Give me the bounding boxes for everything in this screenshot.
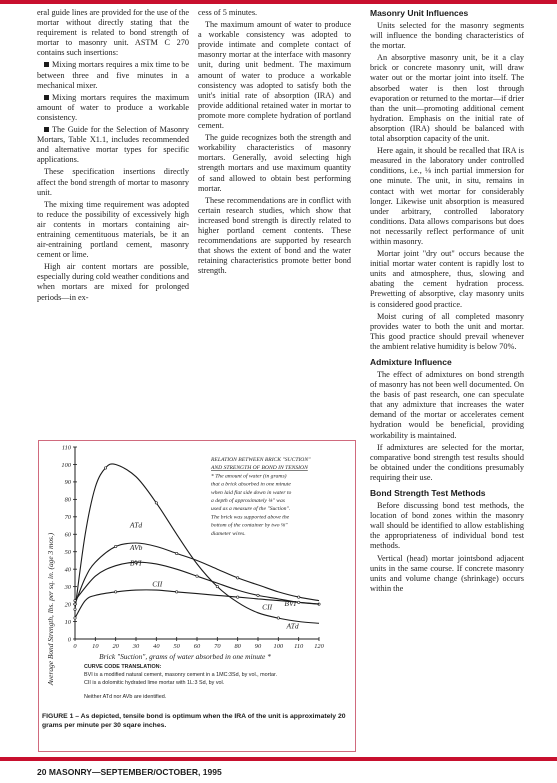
paragraph: cess of 5 minutes. bbox=[198, 8, 258, 17]
data-point bbox=[257, 594, 259, 596]
x-tick-label: 60 bbox=[193, 643, 201, 650]
square-bullet-icon bbox=[44, 62, 49, 67]
series-label: CII bbox=[152, 579, 163, 589]
data-point bbox=[155, 502, 157, 504]
bullet-paragraph bbox=[37, 60, 189, 90]
y-tick-label: 70 bbox=[64, 514, 71, 522]
data-point bbox=[114, 545, 116, 547]
y-tick-label: 30 bbox=[64, 583, 71, 591]
y-tick-label: 40 bbox=[64, 566, 71, 574]
x-tick-label: 90 bbox=[254, 643, 262, 650]
square-bullet-icon bbox=[44, 127, 49, 132]
bullet-paragraph bbox=[37, 93, 189, 123]
x-tick-label: 10 bbox=[92, 643, 99, 650]
x-tick-label: 30 bbox=[132, 643, 140, 650]
data-point bbox=[196, 575, 198, 577]
y-tick-label: 90 bbox=[64, 479, 71, 487]
top-rule bbox=[0, 0, 557, 4]
series-line-avb bbox=[75, 543, 319, 604]
inset-note-line: diameter wires. bbox=[211, 530, 246, 537]
data-point bbox=[236, 577, 238, 579]
text-column-1 bbox=[37, 8, 189, 305]
paragraph: Mortar joint "dry out" occurs because the initial mortar water content is rapidly lost to units and atmosphere, thus, slowing and abating the cement hydration process. Prewetting of absorptive, clay masonry units is considered good practice. bbox=[370, 249, 524, 309]
x-tick-label: 0 bbox=[73, 643, 77, 650]
curve-code-title: CURVE CODE TRANSLATION: bbox=[84, 664, 162, 670]
inset-note-line: a depth of approximately ⅛" was bbox=[211, 498, 285, 504]
data-point bbox=[297, 596, 299, 598]
paragraph: The mixing time requirement was adopted to reduce the possibility of excessively high air contents in mortars containing air-entraining cementituous materials, be it an air-entraining portland cement, masonry cement or lime. bbox=[37, 199, 189, 260]
paragraph: High air content mortars are possible, especially during cold weather conditions and when mortars are mixed for prolonged periods—in ex- bbox=[37, 262, 189, 302]
bottom-rule bbox=[0, 757, 557, 761]
x-tick-label: 110 bbox=[294, 643, 304, 650]
x-tick-label: 40 bbox=[153, 643, 160, 650]
paragraph: If admixtures are selected for the mortar, comparative bond strength test results should be obtained under the conditions presumably requiring their use. bbox=[370, 442, 524, 482]
x-tick-label: 50 bbox=[173, 643, 180, 650]
figure-frame bbox=[38, 440, 356, 752]
figure-caption-label: FIGURE 1 – bbox=[42, 713, 80, 720]
y-tick-label: 10 bbox=[64, 618, 71, 626]
text-column-3 bbox=[370, 8, 524, 596]
series-label: BVI bbox=[129, 558, 142, 568]
paragraph: Here again, it should be recalled that IRA is measured in the laboratory under controlled conditions, i.e., ⅛ inch partial immersion for one minute. The unit, in situ, remains in contact with wet mortar for considerably longer. Likewise unit absorption is measured under arbitrary, controlled laboratory conditions. Data allows comparisons but does not necessarily reflect performance of unit within masonry. bbox=[370, 146, 524, 246]
inset-note-line: The brick was supported above the bbox=[211, 514, 290, 521]
bullet-paragraph bbox=[37, 125, 189, 165]
data-point bbox=[74, 608, 76, 610]
paragraph: The guide recognizes both the strength and workability characteristics of masonry mortars. Generally, avoid selecting high strength mortars and use maximum quantity of sand allowed to obtain best performing mortar. bbox=[198, 133, 351, 193]
data-point bbox=[175, 591, 177, 593]
data-point bbox=[104, 467, 106, 469]
curve-code-line: BVI is a modified natural cement, masonry cement in a 1MC:3Sd, by vol., mortar. bbox=[84, 672, 277, 678]
paragraph: Moist curing of all completed masonry provides water to both the unit and mortar. This good practice should prevail whenever the ambient relative humidity is below 70%. bbox=[370, 311, 524, 351]
inset-note-line: * The amount of water (in grams) bbox=[211, 473, 287, 480]
series-label: BVI bbox=[284, 598, 297, 608]
curve-code-line: CII is a dolomitic hydrated lime mortar with 1L:3 Sd, by vol. bbox=[84, 680, 225, 686]
y-tick-label: 0 bbox=[67, 636, 71, 644]
inset-note-line: used as a measure of the "Suction". bbox=[211, 506, 291, 513]
series-line-bvi bbox=[75, 562, 319, 604]
paragraph: The maximum amount of water to produce a workable consistency was adopted to provide intimate and complete contact of masonry mortar at the interface with masonry unit, during unit bedment. The maximum amount of water to produce a workable consistency was adopted to satisfy both the unit's initial rate of absorption (IRA) and provide additional retained water in mortar to promote more complete hydration of portland cement. bbox=[198, 20, 351, 131]
data-point bbox=[236, 596, 238, 598]
x-tick-label: 20 bbox=[112, 643, 119, 650]
page-footer: 20 MASONRY—SEPTEMBER/OCTOBER, 1995 bbox=[37, 767, 222, 777]
chart-series-labels bbox=[129, 520, 299, 630]
paragraph: The effect of admixtures on bond strength of masonry has not been well documented. On the basis of past research, one can speculate that any admixture that increases the water demand of the mortar or accelerates cement hydration would be beneficial, providing workability is maintained. bbox=[370, 370, 524, 440]
y-tick-label: 100 bbox=[61, 461, 71, 469]
data-point bbox=[175, 552, 177, 554]
data-point bbox=[216, 585, 218, 587]
data-point bbox=[74, 603, 76, 605]
paragraph-text: Mixing mortars requires a mix time to be between three and five minutes in a mechanical mixer. bbox=[37, 60, 189, 90]
series-label: AVb bbox=[129, 542, 143, 552]
paragraph: Before discussing bond test methods, the location of bond zones within the masonry wall should be identified to allow establishing the appropriateness of individual bond test methods. bbox=[370, 501, 524, 551]
paragraph: eral guide lines are provided for the use of the mortar without directly stating that the requirement is related to bond strength of mortar to masonry unit. ASTM C 270 contains such insertions: bbox=[37, 8, 189, 58]
y-tick-label: 80 bbox=[64, 496, 71, 504]
x-tick-label: 70 bbox=[214, 643, 221, 650]
text-column-2 bbox=[198, 8, 351, 278]
paragraph-text: Mixing mortars requires the maximum amount of water to produce a workable consistency. bbox=[37, 92, 189, 122]
data-point bbox=[74, 599, 76, 601]
figure-caption bbox=[42, 713, 350, 730]
section-heading: Bond Strength Test Methods bbox=[370, 488, 486, 499]
paragraph: These recommendations are in conflict with certain research studies, which show that increased bond strength is directly related to higher portland cement contents. These recommendations are supported by research that shows the extent of bond and the water retaining characteristics promote better bond strength. bbox=[198, 195, 351, 276]
x-tick-label: 80 bbox=[234, 643, 241, 650]
series-label: CII bbox=[262, 602, 273, 612]
figure-caption-text: As depicted, tensile bond is optimum when the IRA of the unit is approximately 20 grams per minute per 30 sqare inches. bbox=[42, 713, 346, 729]
series-line-cii bbox=[75, 590, 319, 618]
inset-note-line: bottom of the container by two ⅛" bbox=[211, 522, 288, 529]
data-point bbox=[297, 601, 299, 603]
y-tick-label: 60 bbox=[64, 531, 71, 539]
paragraph: Vertical (head) mortar jointsbond adjacent units in the same course. If concrete masonry units and volume change (shrinkage) occurs within the bbox=[370, 553, 524, 593]
chart-series bbox=[74, 464, 320, 623]
inset-title-line: AND STRENGTH OF BOND IN TENSION bbox=[211, 465, 308, 472]
inset-note-line: that a brick absorbed in one minute bbox=[211, 481, 291, 488]
series-label: ATd bbox=[286, 621, 299, 631]
data-point bbox=[277, 617, 279, 619]
data-point bbox=[74, 617, 76, 619]
paragraph-text: The Guide for the Selection of Masonry Mortars, Table X1.1, includes recommended and alternative mortar types for specific applications. bbox=[37, 125, 189, 165]
curve-note: Neither ATd nor AVb are identified. bbox=[84, 694, 167, 700]
x-tick-label: 100 bbox=[273, 643, 284, 650]
paragraph: An absorptive masonry unit, be it a clay brick or concrete masonry unit, will draw water out or the mortar joint into itself. The absorbed water is then lost through evaporation or returned to the mortar—if drier than the unit—promoting additional cement hydration. Emphasis on the initial rate of absorption (IRA) should be balanced with total absorption capacity of the unit. bbox=[370, 53, 524, 144]
inset-note-line: when laid flat side down in water to bbox=[211, 489, 292, 496]
y-axis-label: Average Bond Strength, lbs. per sq. in. (age 3 mos.) bbox=[46, 532, 55, 686]
square-bullet-icon bbox=[44, 95, 49, 100]
bond-strength-chart bbox=[39, 441, 355, 751]
data-point bbox=[114, 591, 116, 593]
inset-title-line: RELATION BETWEEN BRICK "SUCTION" bbox=[211, 457, 311, 463]
section-heading: Masonry Unit Influences bbox=[370, 8, 469, 18]
x-tick-label: 120 bbox=[314, 643, 324, 650]
y-tick-label: 110 bbox=[61, 444, 71, 452]
y-tick-label: 50 bbox=[64, 549, 71, 557]
section-heading: Admixture Influence bbox=[370, 357, 452, 367]
paragraph: Units selected for the masonry segments will influence the bonding characteristics of the mortar. bbox=[370, 21, 524, 51]
chart-annotation bbox=[210, 457, 311, 537]
x-axis-label: Brick "Suction", grams of water absorbed in one minute * bbox=[99, 652, 271, 661]
y-tick-label: 20 bbox=[64, 601, 71, 609]
series-label: ATd bbox=[129, 520, 143, 530]
paragraph: These specification insertions directly affect the bond strength of mortar to masonry unit. bbox=[37, 167, 189, 197]
